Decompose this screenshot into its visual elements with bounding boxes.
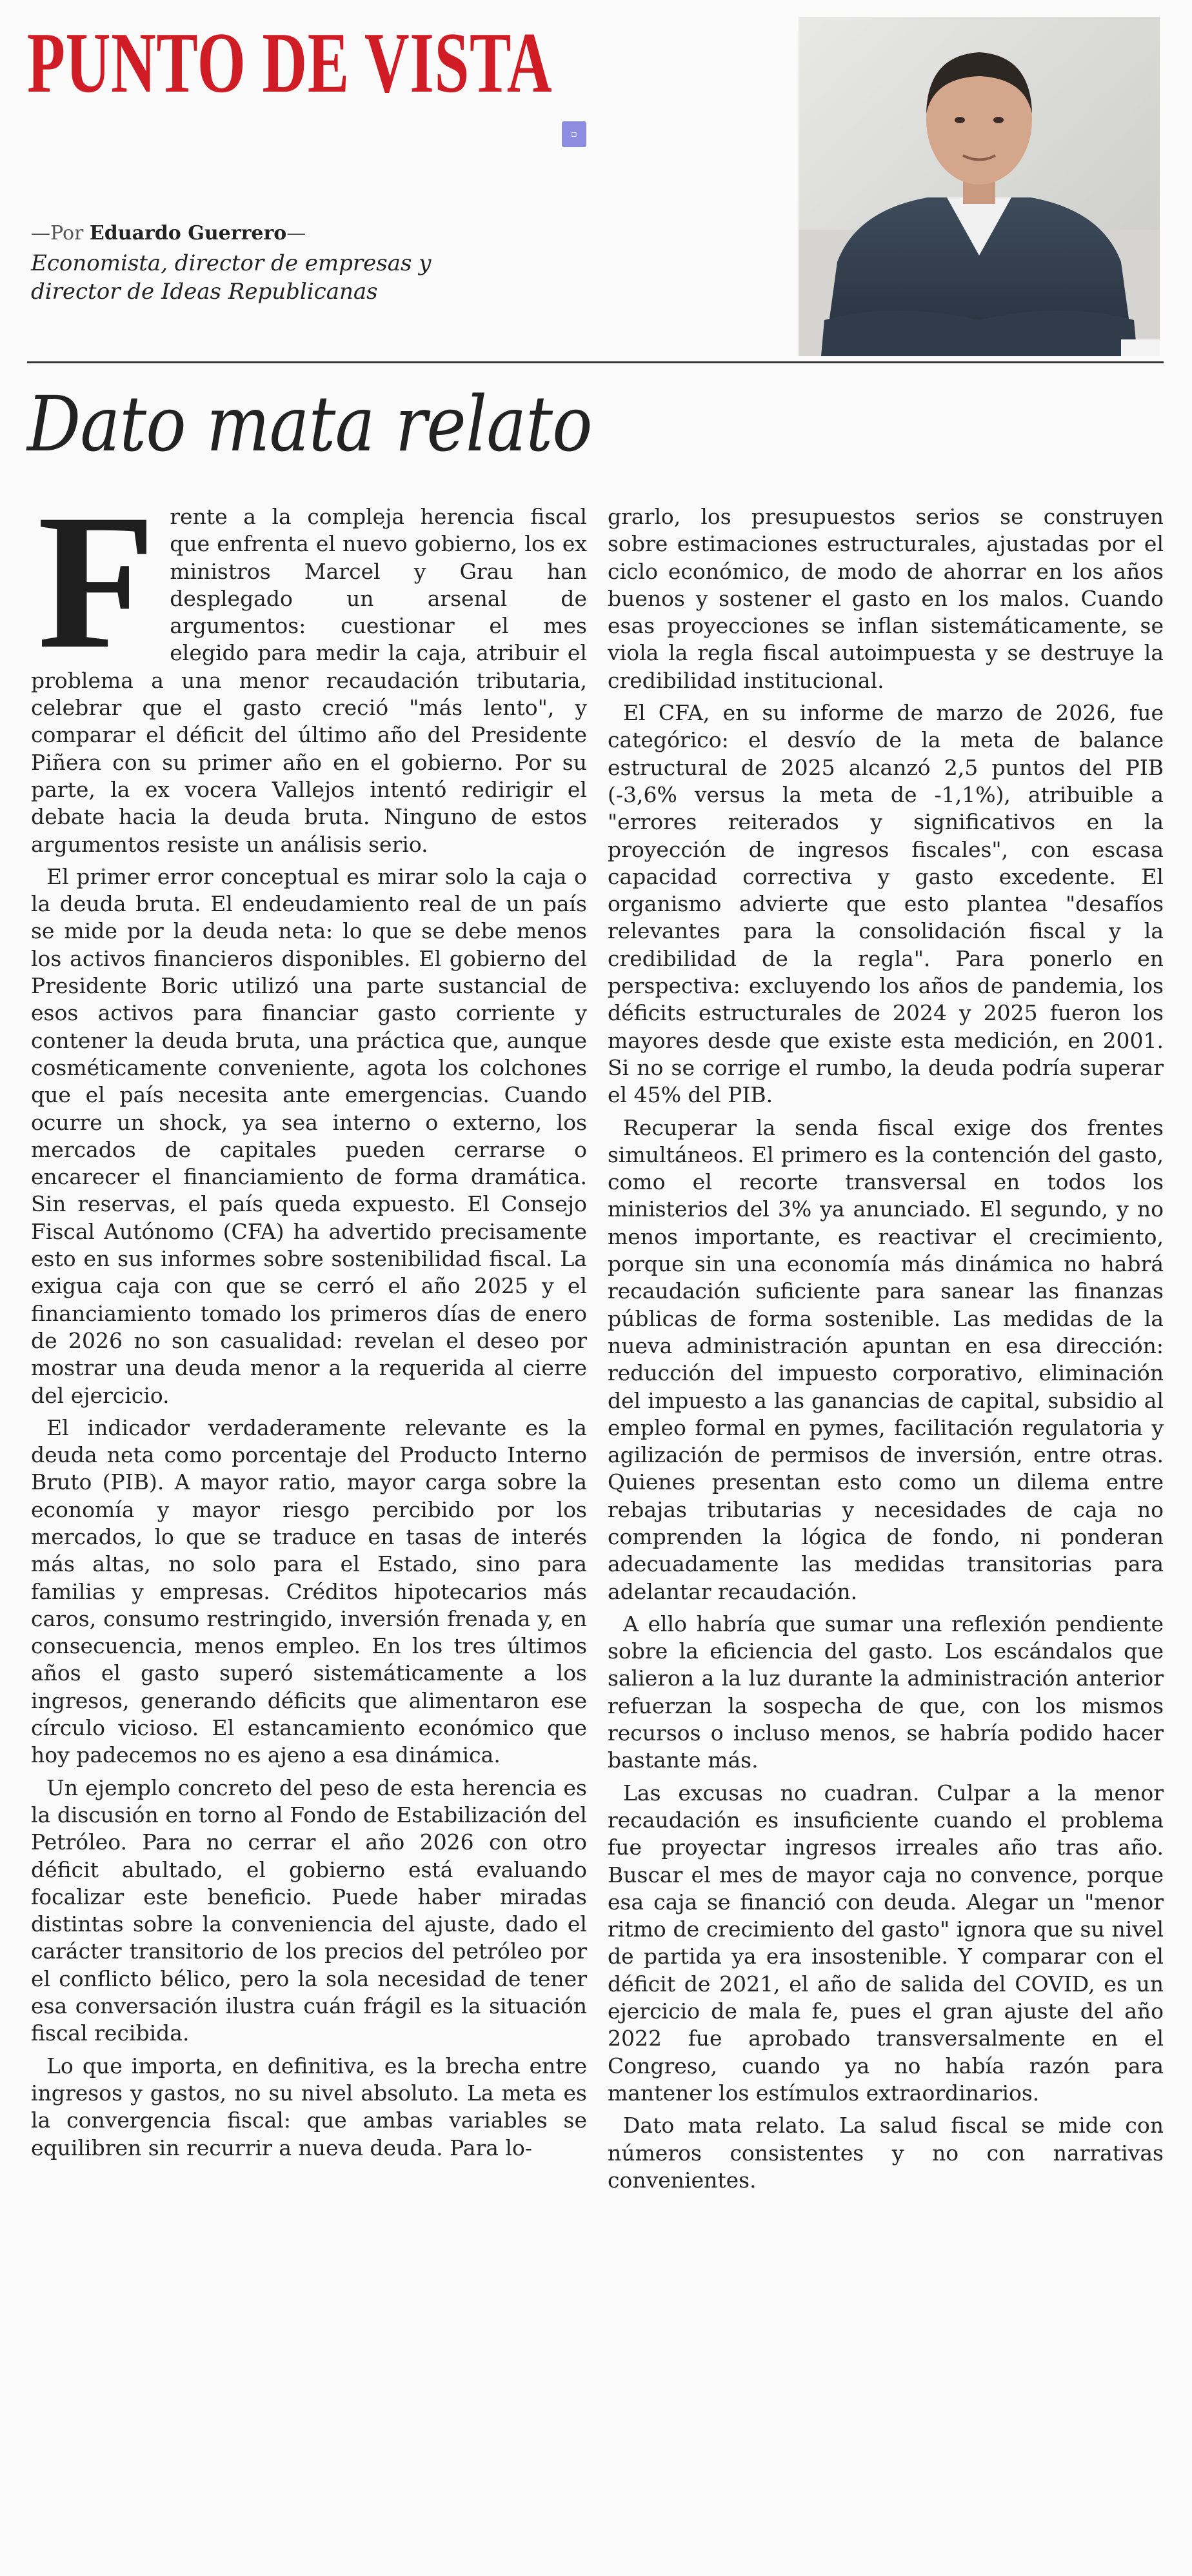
paragraph-1 [31, 474, 587, 858]
paragraph-1-text: rente a la compleja herencia fiscal que enfrenta el nuevo gobierno, los ex ministros Marcel y Grau han desplegado un arsenal de argumentos: cuestionar el mes elegido para medir la caja, atribuir el problema a una menor recaudación tributaria, celebrar que el gasto creció "más lento", y comparar el déficit del último año del Presidente Piñera con su primer año en el gobierno. Por su parte, la ex vocera Vallejos intentó redirigir el debate hacia la deuda bruta. Ninguno de estos argumentos resiste un análisis serio. [31, 504, 587, 857]
paragraph-10: Dato mata relato. La salud fiscal se mide con números consistentes y no con narrativas convenientes. [608, 2113, 1164, 2193]
drop-cap: F [37, 474, 156, 689]
paragraph-2: El primer error conceptual es mirar solo la caja o la deuda bruta. El endeudamiento real de un país se mide por la deuda neta: lo que se debe menos los activos financieros disponibles. El gobierno del Presidente Boric utilizó una parte sustancial de esos activos para financiar gasto corriente y contener la deuda bruta, una práctica que, aunque cosméticamente conveniente, agota los colchones que el país necesita ante emergencias. Cuando ocurre un shock, ya sea interno o externo, los mercados de capitales pueden cerrarse o encarecer el financiamiento de forma dramática. Sin reservas, el país queda expuesto. El Consejo Fiscal Autónomo (CFA) ha advertido precisamente esto en sus informes sobre sostenibilidad fiscal. La exigua caja con que se cerró el año 2025 y el financiamiento tomado los primeros días de enero de 2026 no son casualidad: revelan el deseo por mostrar una deuda menor a la requerida al cierre del ejercicio. [31, 863, 587, 1408]
section-title: PUNTO DE VISTA [27, 15, 553, 110]
byline-prefix: —Por [31, 222, 90, 245]
author-name: Eduardo Guerrero [89, 222, 287, 245]
article-column-right [608, 503, 1164, 2199]
byline [31, 221, 482, 247]
author-portrait [799, 17, 1160, 356]
paragraph-4: Un ejemplo concreto del peso de esta herencia es la discusión en torno al Fondo de Estabilización del Petróleo. Para no cerrar el año 2026 con otro déficit abultado, el gobierno está evaluando focalizar este beneficio. Puede haber miradas distintas sobre la conveniencia del ajuste, dado el carácter transitorio de los precios del petróleo por el conflicto bélico, pero la sola necesidad de tener esa conversación ilustra cuán frágil es la situación fiscal recibida. [31, 1775, 587, 2046]
paragraph-6: El CFA, en su informe de marzo de 2026, fue categórico: el desvío de la meta de balance estructural de 2025 alcanzó 2,5 puntos del PIB (-3,6% versus la meta de -1,1%), atribuible a "errores reiterados y significativos en la proyección de ingresos fiscales", con escasa capacidad correctiva y gasto excedente. El organismo advierte que esto plantea "desafíos relevantes para la consolidación fiscal y la credibilidad de la regla". Para ponerlo en perspectiva: excluyendo los años de pandemia, los déficits estructurales de 2024 y 2025 fueron los mayores desde que existe esta medición, en 2001. Si no se corrige el rumbo, la deuda podría superar el 45% del PIB. [608, 700, 1164, 1108]
author-block [31, 221, 482, 306]
author-description: Economista, director de empresas y director de Ideas Republicanas [31, 250, 432, 305]
paragraph-5-end: grarlo, los presupuestos serios se construyen sobre estimaciones estructurales, ajustadas por el ciclo económico, de modo de ahorrar en los años buenos y sostener el gasto en los malos. Cuando esas proyecciones se inflan sistemáticamente, se viola la regla fiscal autoimpuesta y se destruye la credibilidad institucional. [608, 504, 1164, 693]
paragraph-7: Recuperar la senda fiscal exige dos frentes simultáneos. El primero es la contención del gasto, como el recorte transversal en todos los ministerios del 3% ya anunciado. El segundo, y no menos importante, es reactivar el crecimiento, porque sin una economía más dinámica no habrá recaudación suficiente para sanear las finanzas públicas de forma sostenible. Las medidas de la nueva administración apuntan en esa dirección: reducción del impuesto corporativo, eliminación del impuesto a las ganancias de capital, subsidio al empleo formal en pymes, facilitación regulatoria y agilización de permisos de inversión, entre otras. Quienes presentan esto como un dilema entre rebajas tributarias y necesidades de caja no comprenden la lógica de fondo, ni ponderan adecuadamente las medidas transitorias para adelantar recaudación. [608, 1114, 1164, 1604]
section-divider [27, 361, 1164, 363]
image-placeholder-icon: ▫ [562, 121, 586, 147]
paragraph-3: El indicador verdaderamente relevante es la deuda neta como porcentaje del Producto Interno Bruto (PIB). A mayor ratio, mayor carga sobre la economía y mayor riesgo percibido por los mercados, lo que se traduce en tasas de interés más altas, no solo para el Estado, sino para familias y empresas. Créditos hipotecarios más caros, consumo restringido, inversión frenada y, en consecuencia, menos empleo. En los tres últimos años el gasto superó sistemáticamente a los ingresos, generando déficits que alimentaron ese círculo vicioso. El estancamiento económico que hoy padecemos no es ajeno a esa dinámica. [31, 1414, 587, 1768]
byline-suffix: — [286, 222, 306, 245]
article-column-left [31, 474, 587, 2167]
paragraph-5-start: Lo que importa, en definitiva, es la brecha entre ingresos y gastos, no su nivel absoluto. La meta es la convergencia fiscal: que ambas variables se equilibren sin recurrir a nueva deuda. Para lo- [31, 2053, 587, 2160]
paragraph-9: Las excusas no cuadran. Culpar a la menor recaudación es insuficiente cuando el problema fue proyectar ingresos irreales año tras año. Buscar el mes de mayor caja no convence, porque esa caja se financió con deuda. Alegar un "menor ritmo de crecimiento del gasto" ignora que su nivel de partida ya era insostenible. Y comparar con el déficit de 2021, el año de salida del COVID, es un ejercicio de mala fe, pues el gran ajuste del año 2022 fue aprobado transversalmente en el Congreso, cuando ya no había razón para mantener los estímulos extraordinarios. [608, 1780, 1164, 2106]
paragraph-8: A ello habría que sumar una reflexión pendiente sobre la eficiencia del gasto. Los escándalos que salieron a la luz durante la administración anterior refuerzan la sospecha de que, con los mismos recursos o incluso menos, se habría podido hacer bastante más. [608, 1611, 1164, 1773]
headline: Dato mata relato [27, 379, 592, 468]
